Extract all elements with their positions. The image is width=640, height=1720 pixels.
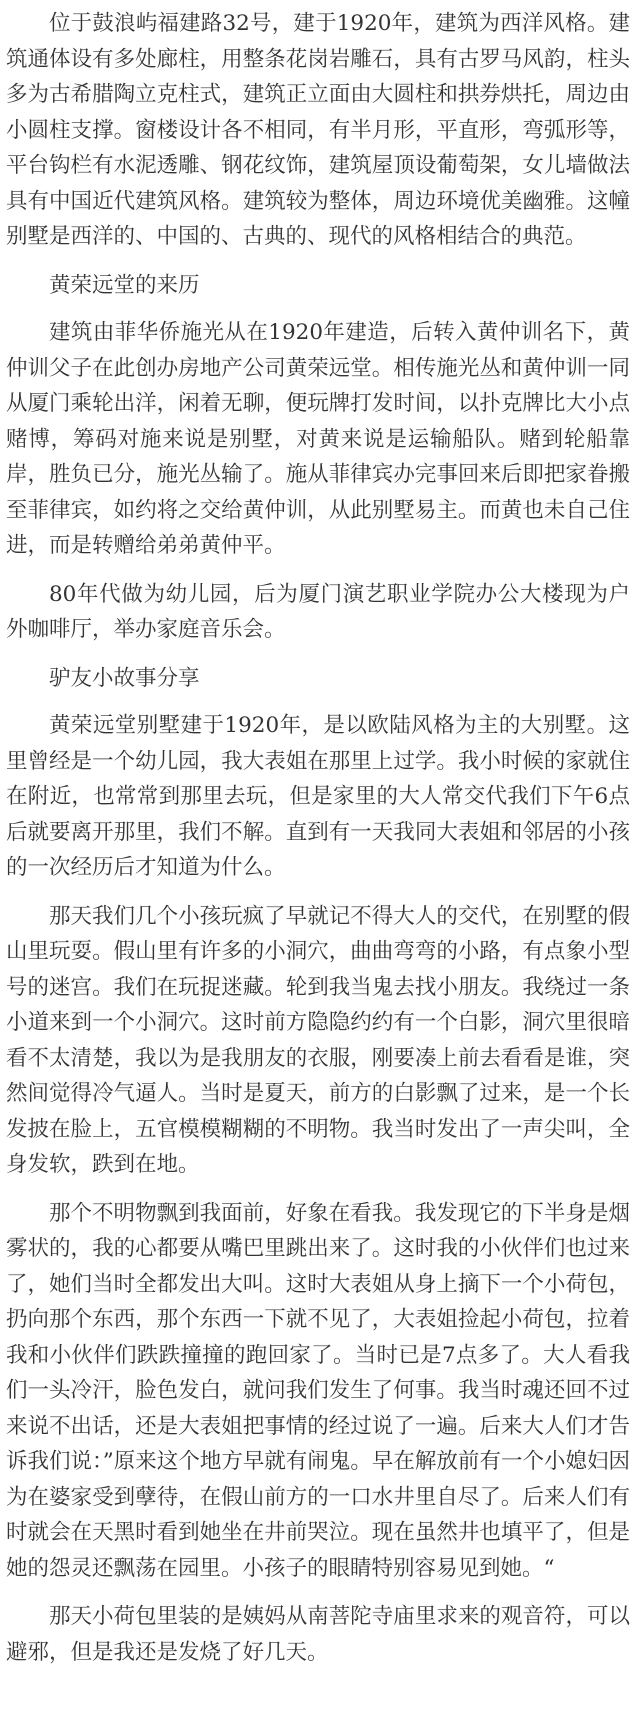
paragraph-architecture: 位于鼓浪屿福建路32号，建于1920年，建筑为西洋风格。建筑通体设有多处廊柱，用整条花岗岩雕石，具有古罗马风韵，柱头多为古希腊陶立克柱式，建筑正立面由大圆柱和拱券烘托，周边由小圆柱支撑。窗楼设计各不相同，有半月形，平直形，弯弧形等，平台钩栏有水泥透雕、钢花纹饰，建筑屋顶设葡萄架，女儿墙做法具有中国近代建筑风格。建筑较为整体，周边环境优美幽雅。这幢别墅是西洋的、中国的、古典的、现代的风格相结合的典范。 <box>6 11 630 249</box>
section-heading-story: 驴友小故事分享 <box>49 665 200 691</box>
paragraph-history: 建筑由菲华侨施光从在1920年建造，后转入黄仲训名下，黄仲训父子在此创办房地产公司黄荣远堂。相传施光丛和黄仲训一同从厦门乘轮出洋，闲着无聊，便玩牌打发时间，以扑克牌比大小点赌博，筹码对施来说是别墅，对黄来说是运输船队。赌到轮船靠岸，胜负已分，施光丛输了。施从菲律宾办完事回来后即把家眷搬至菲律宾，如约将之交给黄仲训，从此别墅易主。而黄也未自己住进，而是转赠给弟弟黄仲平。 <box>6 320 630 558</box>
paragraph-story-ending: 那天小荷包里装的是姨妈从南菩陀寺庙里求来的观音符，可以避邪，但是我还是发烧了好几天。 <box>6 1604 630 1665</box>
paragraph-current-use: 80年代做为幼儿园，后为厦门演艺职业学院办公大楼现为户外咖啡厅，举办家庭音乐会。 <box>6 581 630 642</box>
paragraph-story-aftermath: 那个不明物飘到我面前，好象在看我。我发现它的下半身是烟雾状的，我的心都要从嘴巴里跳出来了。这时我的小伙伴们也过来了，她们当时全都发出大叫。这时大表姐从身上摘下一个小荷包，扔向那个东西，那个东西一下就不见了，大表姐捡起小荷包，拉着我和小伙伴们跌跌撞撞的跑回家了。当时已是7点多了。大人看我们一头冷汗，脸色发白，就问我们发生了何事。我当时魂还回不过来说不出话，还是大表姐把事情的经过说了一遍。后来大人们才告诉我们说：”原来这个地方早就有闹鬼。早在解放前有一个小媳妇因为在婆家受到孽待，在假山前方的一口水井里自尽了。后来人们有时就会在天黑时看到她坐在井前哭泣。现在虽然井也填平了，但是她的怨灵还飘荡在园里。小孩子的眼睛特别容易见到她。“ <box>6 1200 630 1581</box>
paragraph-story-intro: 黄荣远堂别墅建于1920年，是以欧陆风格为主的大别墅。这里曾经是一个幼儿园，我大表姐在那里上过学。我小时候的家就住在附近，也常常到那里去玩，但是家里的大人常交代我们下午6点后就要离开那里，我们不解。直到有一天我同大表姐和邻居的小孩的一次经历后才知道为什么。 <box>6 713 630 880</box>
section-heading-history: 黄荣远堂的来历 <box>49 272 200 298</box>
paragraph-story-encounter: 那天我们几个小孩玩疯了早就记不得大人的交代，在别墅的假山里玩耍。假山里有许多的小洞穴，曲曲弯弯的小路，有点象小型号的迷宫。我们在玩捉迷藏。轮到我当鬼去找小朋友。我绕过一条小道来到一个小洞穴。这时前方隐隐约约有一个白影，洞穴里很暗看不太清楚，我以为是我朋友的衣服，刚要凑上前去看看是谁，突然间觉得冷气逼人。当时是夏天，前方的白影飘了过来，是一个长发披在脸上，五官模模糊糊的不明物。我当时发出了一声尖叫，全身发软，跌到在地。 <box>6 903 630 1177</box>
